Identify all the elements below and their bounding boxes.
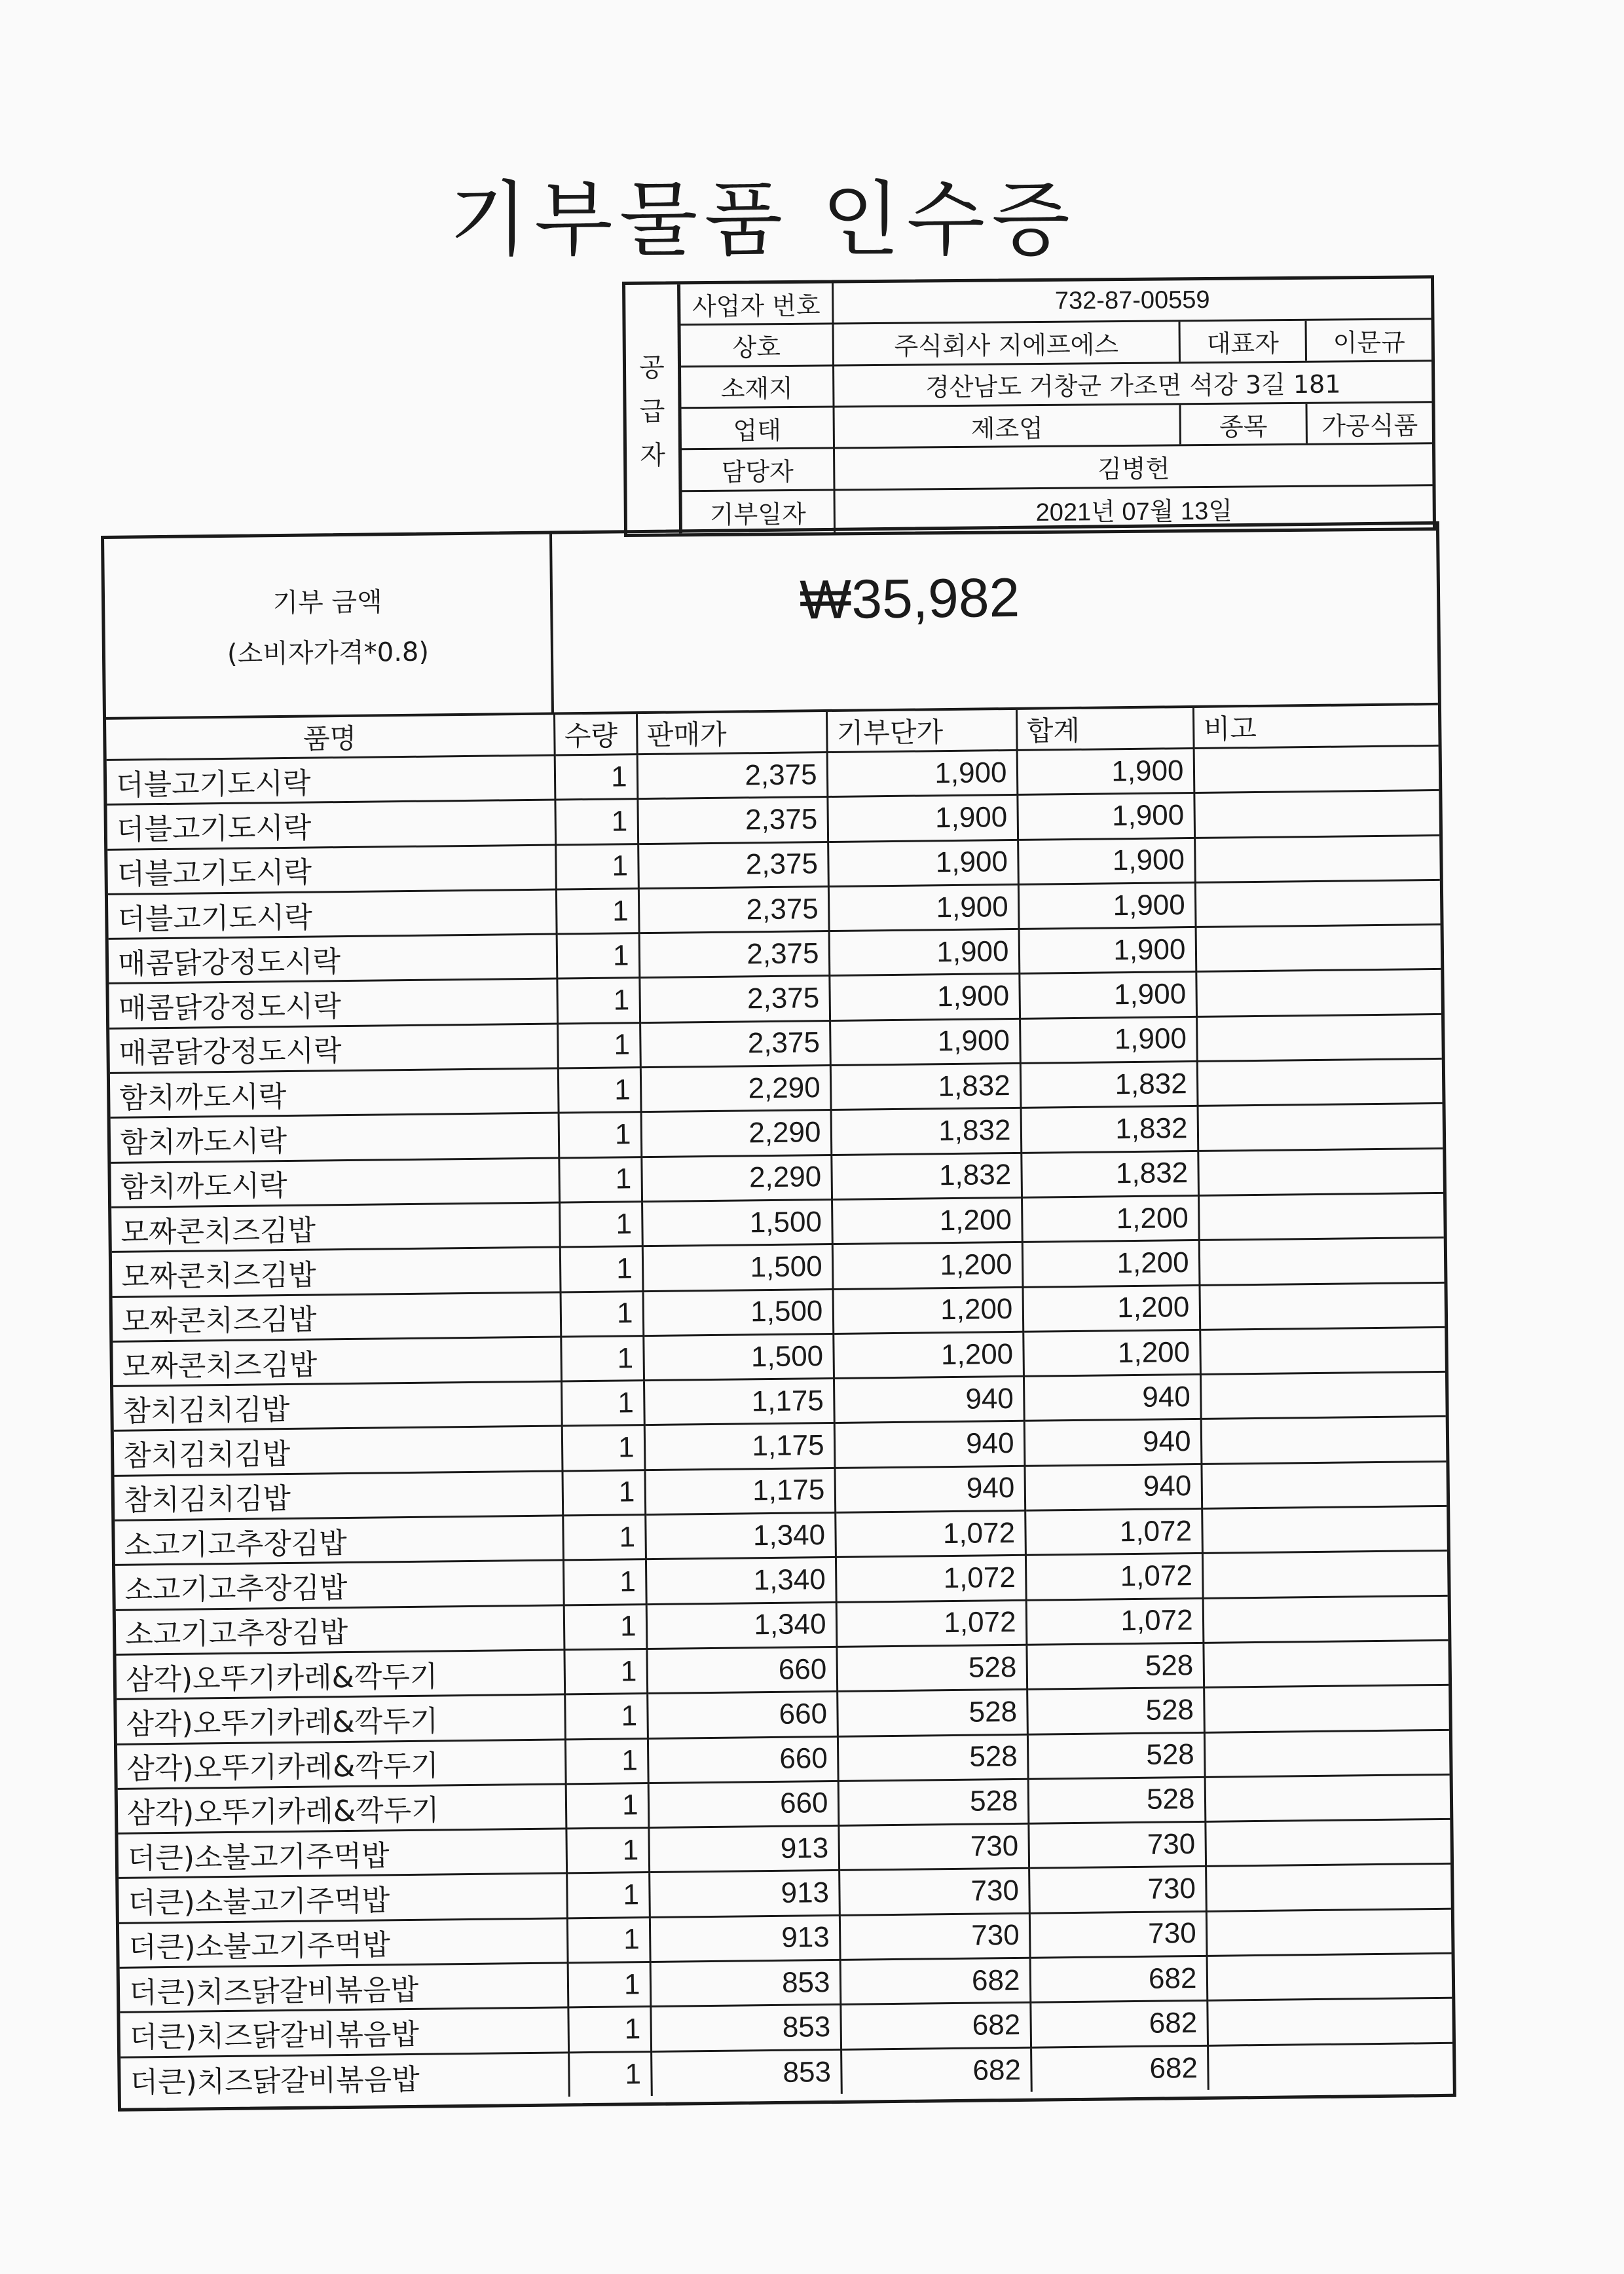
donation-amount-label [104,534,554,717]
item-qty-cell: 1 [568,2051,652,2097]
item-price-cell: 2,375 [640,1020,830,1067]
item-price-cell: 2,375 [639,976,830,1022]
supplier-side-char: 급 [639,396,665,427]
item-total-cell: 1,200 [1023,1330,1200,1376]
item-total-cell: 682 [1030,1956,1208,2002]
item-unit-price-cell: 682 [840,2003,1031,2049]
item-qty-cell: 1 [562,1470,645,1516]
manager-value: 김병헌 [835,445,1432,491]
item-unit-price-cell: 1,832 [831,1153,1022,1199]
item-total-cell: 730 [1028,1821,1206,1868]
item-price-cell: 2,375 [639,931,830,978]
item-total-cell: 940 [1024,1464,1202,1510]
item-name-cell: 함치까도시락 [110,1068,559,1118]
item-unit-price-cell: 528 [837,1690,1027,1736]
item-total-cell: 528 [1027,1732,1205,1779]
item-unit-price-cell: 730 [838,1823,1029,1870]
item-note-cell [1208,2043,1453,2090]
item-price-cell: 1,340 [645,1513,836,1559]
item-unit-price-cell: 1,900 [829,929,1020,976]
donation-date-label: 기부일자 [682,491,836,533]
item-name-cell: 모짜콘치즈김밥 [112,1247,561,1297]
item-price-cell: 1,500 [642,1199,832,1246]
item-price-cell: 1,340 [646,1557,836,1604]
item-note-cell [1198,1193,1444,1240]
donation-amount-label-line2: (소비자가격*0.8) [227,637,430,669]
item-note-cell [1204,1685,1449,1732]
business-no-value: 732-87-00559 [834,278,1431,324]
item-unit-price-cell: 1,900 [830,1018,1020,1065]
item-name-cell: 더블고기도시락 [108,889,557,939]
item-price-cell: 2,290 [640,1066,831,1112]
item-total-cell: 1,072 [1025,1508,1202,1555]
item-qty-cell: 1 [566,1873,650,1918]
item-name-cell: 더블고기도시락 [107,845,556,895]
item-name-cell: 더큰)치즈닭갈비볶음밥 [120,2007,568,2057]
item-price-cell: 853 [650,2005,841,2051]
item-name-cell: 참치김치김밥 [113,1381,562,1431]
header-price: 판매가 [637,712,827,755]
item-note-cell [1194,835,1440,882]
item-total-cell: 1,900 [1017,793,1194,840]
item-note-cell [1205,1819,1450,1866]
item-total-cell: 940 [1024,1375,1201,1421]
item-note-cell [1196,969,1441,1016]
item-name-cell: 삼각)오뚜기카레&깍두기 [117,1694,565,1744]
item-note-cell [1199,1238,1445,1285]
item-qty-cell: 1 [564,1649,647,1695]
item-qty-cell: 1 [568,1962,651,2008]
item-total-cell: 682 [1030,2001,1208,2047]
item-qty-cell: 1 [563,1559,646,1605]
item-type-value: 가공식품 [1321,411,1418,441]
item-qty-cell: 1 [556,889,639,935]
item-unit-price-cell: 730 [839,1869,1029,1915]
item-total-cell: 528 [1027,1688,1204,1734]
item-unit-price-cell: 1,200 [833,1332,1024,1378]
item-price-cell: 913 [650,1915,840,1962]
item-total-cell: 1,200 [1022,1195,1199,1242]
item-unit-price-cell: 1,832 [831,1108,1022,1155]
items-table [106,705,1453,2102]
item-qty-cell: 1 [560,1246,643,1292]
item-qty-cell: 1 [566,1783,649,1829]
item-note-cell [1203,1640,1449,1687]
ceo-value: 이문규 [1333,327,1405,358]
item-unit-price-cell: 940 [834,1376,1024,1423]
document-title: 기부물품 인수증 [449,173,1077,267]
item-price-cell: 2,290 [641,1110,832,1157]
business-type-label: 업태 [682,407,835,450]
item-note-cell [1200,1372,1446,1419]
item-note-cell [1206,1864,1451,1911]
item-note-cell [1196,1014,1442,1061]
item-qty-cell: 1 [561,1335,644,1381]
item-total-cell: 1,072 [1026,1598,1204,1645]
item-note-cell [1198,1104,1443,1151]
item-total-cell: 528 [1026,1643,1204,1689]
item-total-cell: 1,900 [1020,1016,1197,1063]
item-note-cell [1204,1730,1450,1777]
item-qty-cell: 1 [557,1022,640,1068]
item-total-cell: 1,900 [1019,972,1196,1018]
item-total-cell: 1,900 [1018,838,1195,884]
address-value: 경산남도 거창군 가조면 석강 3길 181 [834,362,1431,407]
item-price-cell: 853 [650,1960,841,2006]
item-name-cell: 더블고기도시락 [107,755,555,805]
item-qty-cell: 1 [555,844,638,889]
item-unit-price-cell: 1,072 [835,1510,1025,1557]
company-row [834,320,1431,366]
item-note-cell [1196,925,1441,972]
item-name-cell: 소고기고추장김밥 [115,1560,564,1610]
item-name-cell: 매콤닭강정도시락 [109,979,557,1028]
item-note-cell [1199,1282,1445,1330]
ceo-label: 대표자 [1181,321,1307,362]
header-note: 비고 [1193,705,1439,749]
item-qty-cell: 1 [555,755,638,800]
item-price-cell: 2,375 [637,753,828,799]
item-price-cell: 853 [651,2049,841,2096]
item-unit-price-cell: 1,900 [827,750,1018,796]
address-label: 소재지 [681,366,834,409]
donation-date-value: 2021년 07월 13일 [1035,497,1233,527]
item-unit-price-cell: 682 [840,1958,1031,2004]
item-unit-price-cell: 1,900 [829,974,1020,1020]
item-qty-cell: 1 [559,1112,642,1158]
item-note-cell [1205,1774,1450,1821]
item-note-cell [1202,1551,1448,1598]
item-qty-cell: 1 [557,978,640,1024]
item-unit-price-cell: 940 [834,1421,1025,1468]
supplier-side-char: 공 [639,352,665,383]
business-no-label: 사업자 번호 [680,283,834,326]
item-price-cell: 2,375 [637,797,828,844]
item-qty-cell: 1 [557,933,640,979]
item-unit-price-cell: 1,072 [836,1556,1026,1602]
item-qty-cell: 1 [567,1917,650,1963]
item-total-cell: 528 [1028,1777,1206,1823]
item-unit-price-cell: 528 [838,1779,1029,1825]
header-unit-price: 기부단가 [826,710,1017,753]
item-price-cell: 660 [646,1647,837,1693]
business-type-value: 제조업 [835,405,1181,447]
company-label: 상호 [681,325,834,367]
item-unit-price-cell: 1,072 [836,1600,1027,1647]
item-name-cell: 더큰)소불고기주먹밥 [119,1873,567,1923]
item-unit-price-cell: 1,900 [828,840,1018,886]
item-note-cell [1201,1461,1447,1508]
item-name-cell: 매콤닭강정도시락 [109,934,557,984]
item-total-cell: 682 [1031,2045,1208,2092]
item-price-cell: 1,500 [643,1289,834,1335]
donation-amount-label-line1: 기부 금액 [272,587,383,619]
supplier-info-box [622,275,1436,537]
header-name: 품명 [106,715,555,760]
item-price-cell: 1,175 [644,1379,834,1425]
business-type-row [835,403,1432,449]
item-note-cell [1194,791,1439,838]
item-qty-cell: 1 [561,1381,644,1426]
item-unit-price-cell: 1,900 [828,884,1019,931]
item-unit-price-cell: 528 [836,1645,1027,1691]
item-name-cell: 모짜콘치즈김밥 [113,1292,561,1342]
item-qty-cell: 1 [562,1425,645,1471]
item-price-cell: 2,290 [641,1155,832,1201]
item-price-cell: 1,175 [644,1423,835,1470]
item-price-cell: 913 [649,1871,840,1917]
item-total-cell: 1,832 [1021,1151,1198,1197]
item-name-cell: 모짜콘치즈김밥 [113,1337,561,1387]
item-name-cell: 함치까도시락 [111,1158,559,1208]
item-price-cell: 1,500 [643,1333,834,1380]
supplier-side-char: 자 [640,439,666,471]
item-unit-price-cell: 940 [834,1466,1025,1512]
item-price-cell: 1,175 [644,1468,835,1514]
item-qty-cell: 1 [563,1515,646,1561]
item-price-cell: 660 [648,1781,839,1827]
item-note-cell [1206,1909,1452,1956]
item-total-cell: 1,200 [1022,1285,1200,1332]
item-qty-cell: 1 [559,1157,642,1202]
item-qty-cell: 1 [558,1068,641,1113]
item-note-cell [1202,1506,1447,1553]
donation-amount-value: ₩35,982 [799,566,1020,631]
item-note-cell [1203,1595,1449,1643]
item-name-cell: 매콤닭강정도시락 [109,1024,558,1073]
item-total-cell: 730 [1029,1867,1206,1913]
item-name-cell: 삼각)오뚜기카레&깍두기 [118,1784,566,1834]
item-total-cell: 1,900 [1017,748,1194,794]
item-name-cell: 소고기고추장김밥 [116,1605,564,1655]
item-qty-cell: 1 [568,2007,651,2053]
item-qty-cell: 1 [555,799,638,845]
item-qty-cell: 1 [566,1828,649,1874]
item-name-cell: 함치까도시락 [111,1113,559,1163]
item-qty-cell: 1 [559,1202,642,1248]
item-total-cell: 1,832 [1021,1106,1198,1153]
item-name-cell: 삼각)오뚜기카레&깍두기 [117,1739,566,1789]
item-name-cell: 더블고기도시락 [107,800,555,849]
donation-amount-row [104,525,1438,720]
item-price-cell: 1,500 [642,1244,833,1291]
item-note-cell [1195,880,1441,927]
item-total-cell: 1,832 [1020,1062,1198,1108]
item-name-cell: 모짜콘치즈김밥 [111,1202,560,1252]
header-qty: 수량 [554,714,637,755]
item-price-cell: 2,375 [638,842,828,888]
supplier-side-label [625,284,682,534]
item-name-cell: 소고기고추장김밥 [115,1516,563,1565]
item-qty-cell: 1 [564,1604,647,1650]
item-note-cell [1207,1998,1452,2045]
item-total-cell: 1,900 [1018,882,1196,929]
item-total-cell: 1,200 [1022,1240,1200,1287]
item-note-cell [1207,1953,1452,2000]
company-value: 주식회사 지에프에스 [834,322,1181,364]
item-name-cell: 삼각)오뚜기카레&깍두기 [116,1650,564,1700]
item-note-cell [1198,1148,1443,1195]
item-name-cell: 참치김치김밥 [115,1471,563,1521]
item-name-cell: 더큰)치즈닭갈비볶음밥 [120,1963,568,2013]
item-name-cell: 더큰)소불고기주먹밥 [119,1918,568,1968]
header-total: 합계 [1016,708,1194,750]
item-unit-price-cell: 1,900 [827,795,1018,842]
item-total-cell: 730 [1029,1911,1207,1958]
item-unit-price-cell: 682 [841,2047,1031,2094]
donation-items-table-box [101,521,1456,2112]
item-qty-cell: 1 [565,1738,648,1784]
item-total-cell: 1,072 [1025,1554,1203,1600]
item-note-cell [1197,1058,1443,1106]
item-price-cell: 2,375 [638,886,829,933]
item-name-cell: 더큰)소불고기주먹밥 [118,1829,566,1878]
item-unit-price-cell: 1,200 [833,1287,1024,1333]
item-unit-price-cell: 1,200 [832,1197,1022,1244]
item-unit-price-cell: 730 [840,1913,1030,1960]
item-price-cell: 913 [648,1826,839,1873]
item-unit-price-cell: 1,200 [832,1242,1023,1289]
item-qty-cell: 1 [564,1694,648,1740]
item-total-cell: 940 [1024,1419,1202,1466]
item-note-cell [1194,745,1439,792]
item-unit-price-cell: 1,832 [830,1063,1021,1109]
item-name-cell: 더큰)치즈닭갈비볶음밥 [120,2053,569,2102]
item-name-cell: 참치김치김밥 [114,1426,563,1476]
item-total-cell: 1,900 [1019,927,1196,974]
supplier-grid [680,278,1433,533]
manager-label: 담당자 [682,449,835,492]
item-note-cell [1200,1327,1445,1374]
item-price-cell: 660 [648,1736,838,1783]
item-type-label: 종목 [1181,404,1308,445]
item-price-cell: 1,340 [646,1602,837,1649]
item-qty-cell: 1 [561,1291,644,1337]
item-unit-price-cell: 528 [838,1734,1028,1781]
item-price-cell: 660 [647,1692,838,1738]
item-note-cell [1201,1417,1447,1464]
